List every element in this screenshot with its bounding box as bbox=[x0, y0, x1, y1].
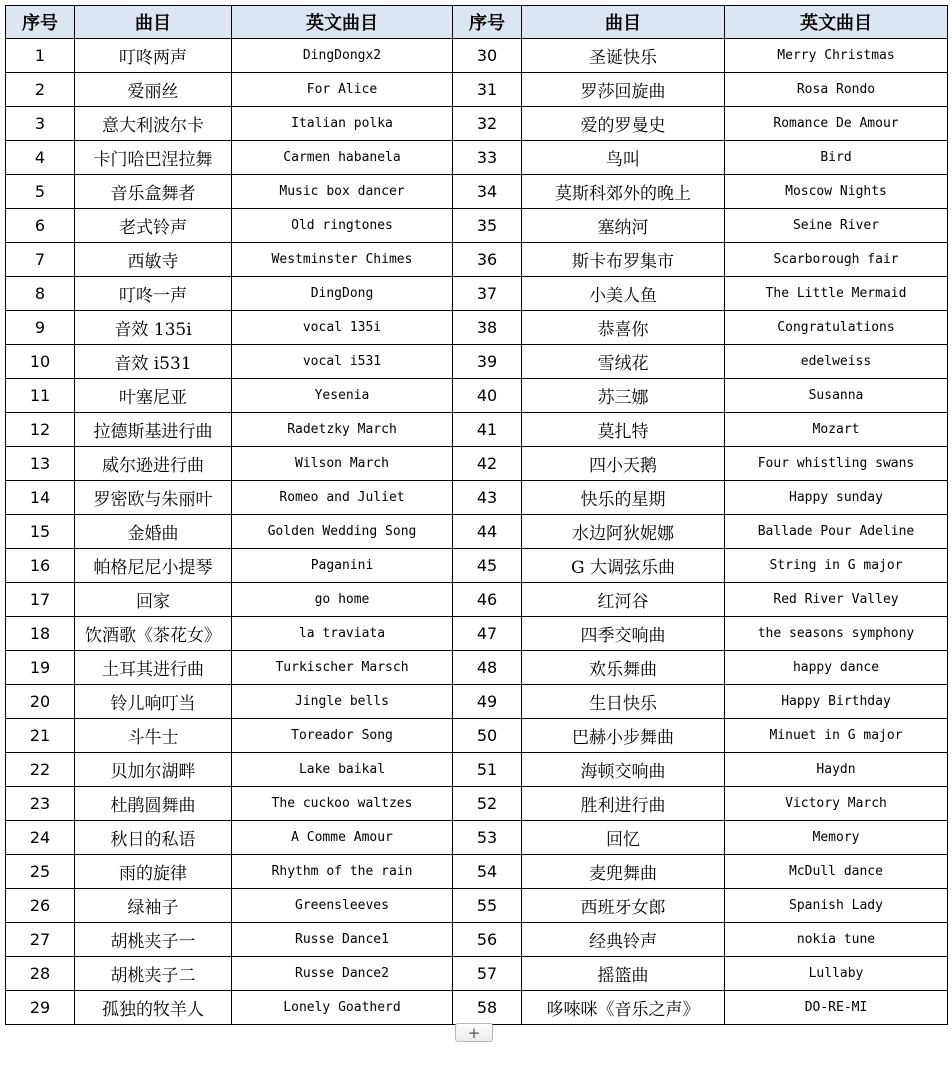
song-index: 39 bbox=[453, 345, 522, 379]
header-english-title: 英文曲目 bbox=[232, 6, 453, 39]
song-index: 4 bbox=[6, 141, 75, 175]
song-title: 音乐盒舞者 bbox=[75, 175, 232, 209]
song-title: 爱的罗曼史 bbox=[522, 107, 725, 141]
song-title: 胜利进行曲 bbox=[522, 787, 725, 821]
table-row bbox=[6, 889, 948, 923]
song-title: 圣诞快乐 bbox=[522, 39, 725, 73]
song-title: 音效 i531 bbox=[75, 345, 232, 379]
song-english-title: Red River Valley bbox=[725, 583, 948, 617]
song-english-title: Lonely Goatherd bbox=[232, 991, 453, 1025]
song-english-title: For Alice bbox=[232, 73, 453, 107]
song-index: 43 bbox=[453, 481, 522, 515]
song-title: 快乐的星期 bbox=[522, 481, 725, 515]
song-english-title: Music box dancer bbox=[232, 175, 453, 209]
song-title: 苏三娜 bbox=[522, 379, 725, 413]
song-english-title: Scarborough fair bbox=[725, 243, 948, 277]
song-english-title: the seasons symphony bbox=[725, 617, 948, 651]
song-english-title: Turkischer Marsch bbox=[232, 651, 453, 685]
song-english-title: la traviata bbox=[232, 617, 453, 651]
song-index: 42 bbox=[453, 447, 522, 481]
song-index: 13 bbox=[6, 447, 75, 481]
song-title: 经典铃声 bbox=[522, 923, 725, 957]
header-title: 曲目 bbox=[522, 6, 725, 39]
song-index: 45 bbox=[453, 549, 522, 583]
song-english-title: Mozart bbox=[725, 413, 948, 447]
song-index: 46 bbox=[453, 583, 522, 617]
song-index: 6 bbox=[6, 209, 75, 243]
table-row bbox=[6, 243, 948, 277]
song-index: 15 bbox=[6, 515, 75, 549]
song-index: 30 bbox=[453, 39, 522, 73]
song-title: 铃儿响叮当 bbox=[75, 685, 232, 719]
song-english-title: edelweiss bbox=[725, 345, 948, 379]
song-title: 斯卡布罗集市 bbox=[522, 243, 725, 277]
table-row bbox=[6, 73, 948, 107]
song-english-title: Seine River bbox=[725, 209, 948, 243]
song-index: 55 bbox=[453, 889, 522, 923]
song-index: 34 bbox=[453, 175, 522, 209]
song-english-title: Wilson March bbox=[232, 447, 453, 481]
song-title: 哆唻咪《音乐之声》 bbox=[522, 991, 725, 1025]
song-english-title: DingDongx2 bbox=[232, 39, 453, 73]
song-index: 24 bbox=[6, 821, 75, 855]
song-index: 56 bbox=[453, 923, 522, 957]
song-index: 16 bbox=[6, 549, 75, 583]
song-title: 胡桃夹子一 bbox=[75, 923, 232, 957]
song-english-title: Happy sunday bbox=[725, 481, 948, 515]
song-english-title: The cuckoo waltzes bbox=[232, 787, 453, 821]
song-title: 意大利波尔卡 bbox=[75, 107, 232, 141]
table-row bbox=[6, 549, 948, 583]
song-index: 53 bbox=[453, 821, 522, 855]
song-english-title: Toreador Song bbox=[232, 719, 453, 753]
song-title: 水边阿狄妮娜 bbox=[522, 515, 725, 549]
song-index: 50 bbox=[453, 719, 522, 753]
song-index: 8 bbox=[6, 277, 75, 311]
song-english-title: Jingle bells bbox=[232, 685, 453, 719]
song-english-title: Rosa Rondo bbox=[725, 73, 948, 107]
song-index: 57 bbox=[453, 957, 522, 991]
song-index: 19 bbox=[6, 651, 75, 685]
table-row bbox=[6, 481, 948, 515]
song-english-title: String in G major bbox=[725, 549, 948, 583]
song-title: 巴赫小步舞曲 bbox=[522, 719, 725, 753]
song-title: 海顿交响曲 bbox=[522, 753, 725, 787]
song-table bbox=[5, 5, 948, 1025]
song-title: 叶塞尼亚 bbox=[75, 379, 232, 413]
table-row bbox=[6, 345, 948, 379]
song-english-title: Romance De Amour bbox=[725, 107, 948, 141]
song-title: 摇篮曲 bbox=[522, 957, 725, 991]
song-english-title: A Comme Amour bbox=[232, 821, 453, 855]
song-index: 51 bbox=[453, 753, 522, 787]
song-title: 西敏寺 bbox=[75, 243, 232, 277]
song-english-title: Lake baikal bbox=[232, 753, 453, 787]
header-index: 序号 bbox=[453, 6, 522, 39]
song-index: 11 bbox=[6, 379, 75, 413]
song-index: 25 bbox=[6, 855, 75, 889]
song-english-title: Westminster Chimes bbox=[232, 243, 453, 277]
song-title: 叮咚一声 bbox=[75, 277, 232, 311]
song-index: 26 bbox=[6, 889, 75, 923]
song-english-title: Romeo and Juliet bbox=[232, 481, 453, 515]
song-english-title: Ballade Pour Adeline bbox=[725, 515, 948, 549]
song-english-title: The Little Mermaid bbox=[725, 277, 948, 311]
song-english-title: Victory March bbox=[725, 787, 948, 821]
song-index: 7 bbox=[6, 243, 75, 277]
song-title: 音效 135i bbox=[75, 311, 232, 345]
song-title: 莫扎特 bbox=[522, 413, 725, 447]
song-title: 红河谷 bbox=[522, 583, 725, 617]
song-english-title: Radetzky March bbox=[232, 413, 453, 447]
song-title: 杜鹃圆舞曲 bbox=[75, 787, 232, 821]
song-index: 3 bbox=[6, 107, 75, 141]
add-row-button[interactable] bbox=[455, 1023, 493, 1042]
table-row bbox=[6, 991, 948, 1025]
song-english-title: Yesenia bbox=[232, 379, 453, 413]
table-row bbox=[6, 311, 948, 345]
song-index: 32 bbox=[453, 107, 522, 141]
song-index: 35 bbox=[453, 209, 522, 243]
song-title: 孤独的牧羊人 bbox=[75, 991, 232, 1025]
song-title: 卡门哈巴涅拉舞 bbox=[75, 141, 232, 175]
song-index: 33 bbox=[453, 141, 522, 175]
song-index: 17 bbox=[6, 583, 75, 617]
song-index: 40 bbox=[453, 379, 522, 413]
song-english-title: Russe Dance1 bbox=[232, 923, 453, 957]
song-english-title: Haydn bbox=[725, 753, 948, 787]
song-title: 雪绒花 bbox=[522, 345, 725, 379]
song-title: 恭喜你 bbox=[522, 311, 725, 345]
song-index: 12 bbox=[6, 413, 75, 447]
song-title: 四小天鹅 bbox=[522, 447, 725, 481]
song-index: 44 bbox=[453, 515, 522, 549]
table-row bbox=[6, 685, 948, 719]
song-english-title: Minuet in G major bbox=[725, 719, 948, 753]
song-english-title: Old ringtones bbox=[232, 209, 453, 243]
song-index: 10 bbox=[6, 345, 75, 379]
table-row bbox=[6, 277, 948, 311]
song-index: 47 bbox=[453, 617, 522, 651]
song-title: 斗牛士 bbox=[75, 719, 232, 753]
song-title: 贝加尔湖畔 bbox=[75, 753, 232, 787]
song-index: 29 bbox=[6, 991, 75, 1025]
song-english-title: happy dance bbox=[725, 651, 948, 685]
table-row bbox=[6, 583, 948, 617]
song-index: 21 bbox=[6, 719, 75, 753]
song-english-title: Lullaby bbox=[725, 957, 948, 991]
song-english-title: go home bbox=[232, 583, 453, 617]
table-row bbox=[6, 447, 948, 481]
song-english-title: Susanna bbox=[725, 379, 948, 413]
song-english-title: DingDong bbox=[232, 277, 453, 311]
song-index: 41 bbox=[453, 413, 522, 447]
song-title: 土耳其进行曲 bbox=[75, 651, 232, 685]
table-body bbox=[6, 39, 948, 1025]
song-index: 1 bbox=[6, 39, 75, 73]
song-english-title: Carmen habanela bbox=[232, 141, 453, 175]
song-index: 48 bbox=[453, 651, 522, 685]
song-index: 52 bbox=[453, 787, 522, 821]
song-title: 生日快乐 bbox=[522, 685, 725, 719]
song-title: 西班牙女郎 bbox=[522, 889, 725, 923]
song-index: 14 bbox=[6, 481, 75, 515]
song-index: 58 bbox=[453, 991, 522, 1025]
song-index: 28 bbox=[6, 957, 75, 991]
header-english-title: 英文曲目 bbox=[725, 6, 948, 39]
song-english-title: Spanish Lady bbox=[725, 889, 948, 923]
header-index: 序号 bbox=[6, 6, 75, 39]
song-english-title: Rhythm of the rain bbox=[232, 855, 453, 889]
song-index: 18 bbox=[6, 617, 75, 651]
table-row bbox=[6, 379, 948, 413]
table-row bbox=[6, 39, 948, 73]
table-row bbox=[6, 413, 948, 447]
song-title: 威尔逊进行曲 bbox=[75, 447, 232, 481]
table-row bbox=[6, 515, 948, 549]
song-title: 雨的旋律 bbox=[75, 855, 232, 889]
song-english-title: Bird bbox=[725, 141, 948, 175]
song-title: 绿袖子 bbox=[75, 889, 232, 923]
song-english-title: Merry Christmas bbox=[725, 39, 948, 73]
song-english-title: Greensleeves bbox=[232, 889, 453, 923]
song-title: 鸟叫 bbox=[522, 141, 725, 175]
song-title: 胡桃夹子二 bbox=[75, 957, 232, 991]
song-english-title: Moscow Nights bbox=[725, 175, 948, 209]
plus-icon: + bbox=[467, 1024, 481, 1042]
song-index: 54 bbox=[453, 855, 522, 889]
song-english-title: vocal 135i bbox=[232, 311, 453, 345]
song-title: G 大调弦乐曲 bbox=[522, 549, 725, 583]
table-row bbox=[6, 651, 948, 685]
header-row bbox=[6, 6, 948, 39]
song-english-title: vocal i531 bbox=[232, 345, 453, 379]
song-index: 38 bbox=[453, 311, 522, 345]
song-title: 莫斯科郊外的晚上 bbox=[522, 175, 725, 209]
table-row bbox=[6, 855, 948, 889]
song-title: 罗密欧与朱丽叶 bbox=[75, 481, 232, 515]
song-title: 麦兜舞曲 bbox=[522, 855, 725, 889]
song-index: 2 bbox=[6, 73, 75, 107]
table-row bbox=[6, 787, 948, 821]
table-row bbox=[6, 821, 948, 855]
song-title: 回忆 bbox=[522, 821, 725, 855]
song-english-title: Russe Dance2 bbox=[232, 957, 453, 991]
table-row bbox=[6, 753, 948, 787]
song-english-title: nokia tune bbox=[725, 923, 948, 957]
song-title: 金婚曲 bbox=[75, 515, 232, 549]
song-english-title: Congratulations bbox=[725, 311, 948, 345]
song-english-title: Golden Wedding Song bbox=[232, 515, 453, 549]
table-row bbox=[6, 107, 948, 141]
table-row bbox=[6, 617, 948, 651]
song-title: 欢乐舞曲 bbox=[522, 651, 725, 685]
table-row bbox=[6, 719, 948, 753]
song-title: 小美人鱼 bbox=[522, 277, 725, 311]
table-row bbox=[6, 957, 948, 991]
song-index: 49 bbox=[453, 685, 522, 719]
song-index: 9 bbox=[6, 311, 75, 345]
table-row bbox=[6, 923, 948, 957]
song-english-title: DO-RE-MI bbox=[725, 991, 948, 1025]
song-index: 36 bbox=[453, 243, 522, 277]
song-index: 20 bbox=[6, 685, 75, 719]
song-title: 四季交响曲 bbox=[522, 617, 725, 651]
song-index: 31 bbox=[453, 73, 522, 107]
song-index: 37 bbox=[453, 277, 522, 311]
song-title: 回家 bbox=[75, 583, 232, 617]
table-row bbox=[6, 175, 948, 209]
song-title: 饮酒歌《茶花女》 bbox=[75, 617, 232, 651]
song-title: 叮咚两声 bbox=[75, 39, 232, 73]
song-english-title: Italian polka bbox=[232, 107, 453, 141]
song-english-title: McDull dance bbox=[725, 855, 948, 889]
song-title: 爱丽丝 bbox=[75, 73, 232, 107]
song-index: 23 bbox=[6, 787, 75, 821]
song-title: 老式铃声 bbox=[75, 209, 232, 243]
song-title: 拉德斯基进行曲 bbox=[75, 413, 232, 447]
song-english-title: Happy Birthday bbox=[725, 685, 948, 719]
song-title: 帕格尼尼小提琴 bbox=[75, 549, 232, 583]
song-english-title: Memory bbox=[725, 821, 948, 855]
table-row bbox=[6, 209, 948, 243]
song-english-title: Paganini bbox=[232, 549, 453, 583]
song-english-title: Four whistling swans bbox=[725, 447, 948, 481]
header-title: 曲目 bbox=[75, 6, 232, 39]
song-title: 罗莎回旋曲 bbox=[522, 73, 725, 107]
song-title: 秋日的私语 bbox=[75, 821, 232, 855]
song-title: 塞纳河 bbox=[522, 209, 725, 243]
song-index: 22 bbox=[6, 753, 75, 787]
table-row bbox=[6, 141, 948, 175]
song-index: 5 bbox=[6, 175, 75, 209]
song-index: 27 bbox=[6, 923, 75, 957]
